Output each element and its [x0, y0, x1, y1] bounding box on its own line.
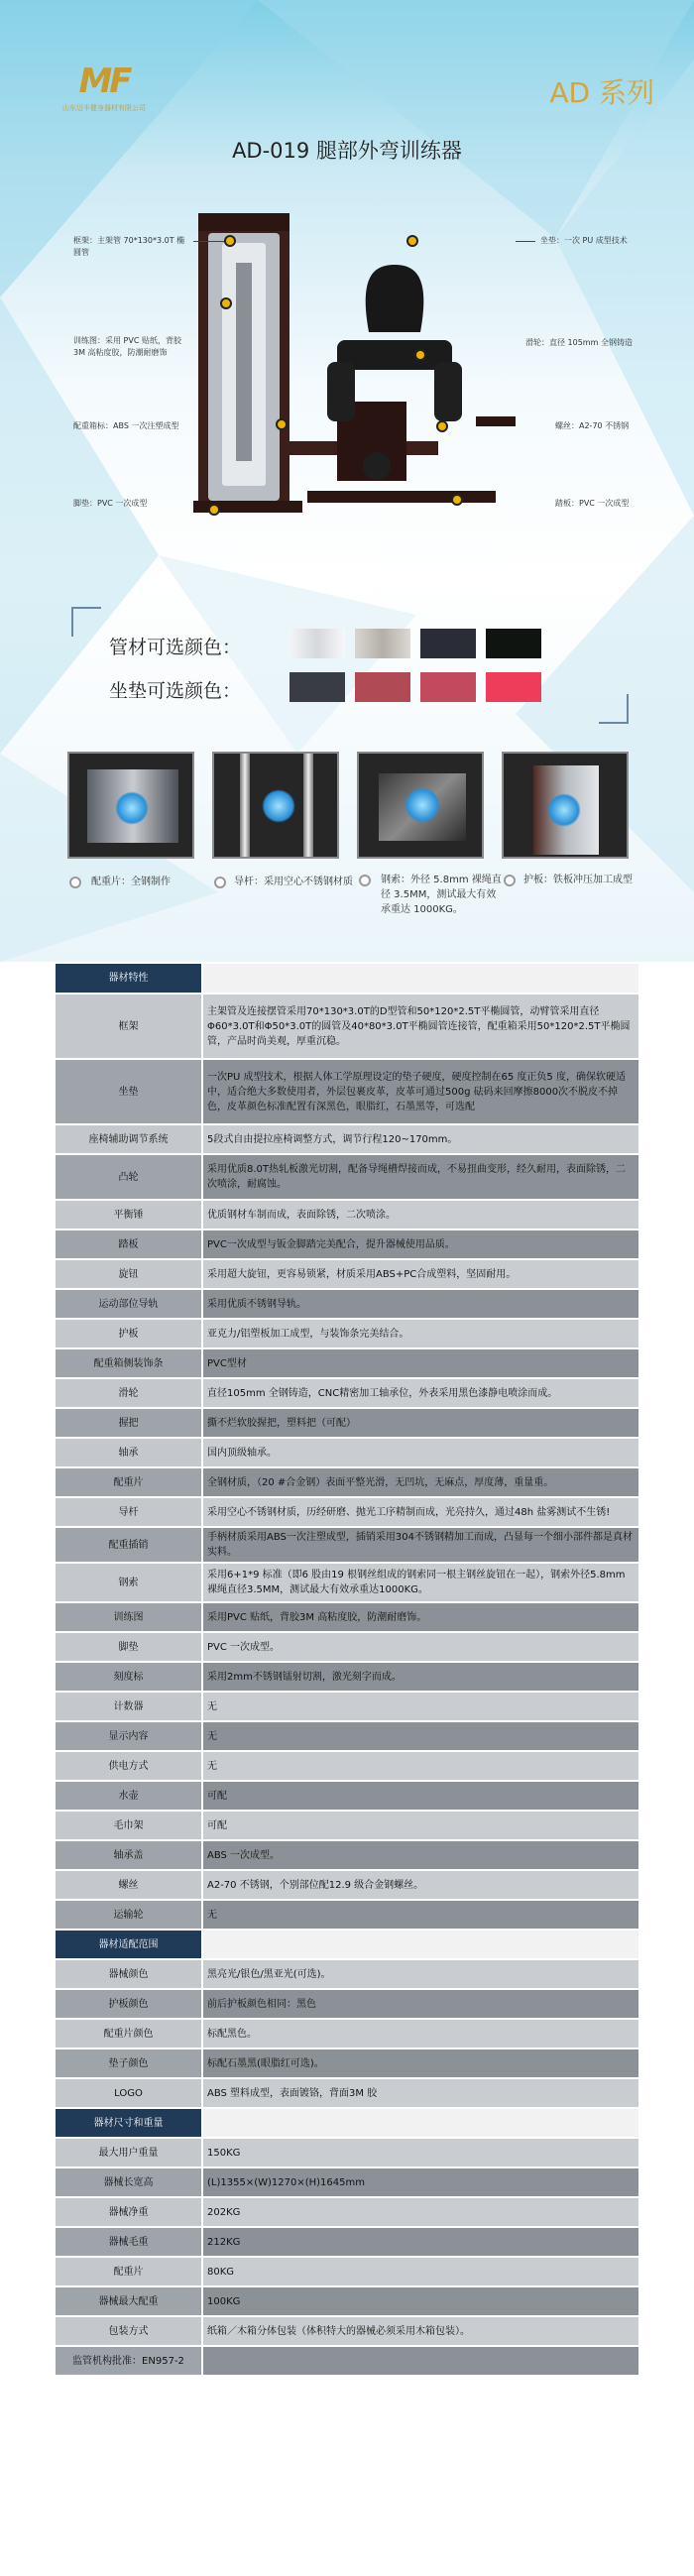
spec-label: 握把: [56, 1408, 202, 1438]
spec-row: [56, 1692, 638, 1721]
hero-section: [0, 0, 694, 962]
spec-row: [56, 1348, 638, 1378]
spec-label: 运动部位导轨: [56, 1289, 202, 1319]
detail-label-cable: 钢索：外径 5.8mm 裸绳直径 3.5MM，测试最大有效承重达 1000KG。: [381, 875, 502, 915]
spec-label: 轴承盖: [56, 1840, 202, 1870]
spec-row: [56, 1989, 638, 2019]
spec-row: [56, 2346, 638, 2376]
seat-color-label: 坐垫可选颜色：: [109, 680, 242, 702]
spec-label: 座椅辅助调节系统: [56, 1124, 202, 1154]
spec-row: [56, 1319, 638, 1348]
spec-value: 直径105mm 全钢铸造，CNC精密加工轴承位，外表采用黑色漆静电喷涂而成。: [202, 1378, 638, 1408]
spec-value: 无: [202, 1900, 638, 1930]
spec-section-header: [56, 2108, 638, 2138]
callout-pedal: 踏板：PVC 一次成型: [555, 499, 630, 508]
spec-label: 供电方式: [56, 1751, 202, 1781]
spec-value: 采用6+1*9 标准（即6 股由19 根钢丝组成的钢索同一根主钢丝旋钮在一起），钢索外径5.8mm 裸绳直径3.5MM，测试最大有效承重达1000KG。: [202, 1563, 638, 1602]
spec-value: PVC一次成型与钣金脚踏完美配合，提升器械使用品质。: [202, 1229, 638, 1259]
spec-label: 计数器: [56, 1692, 202, 1721]
spec-value: 采用空心不锈钢材质，历经研磨、抛光工序精制而成，光亮持久，通过48h 盐雾测试不生锈!: [202, 1497, 638, 1527]
spec-value: 优质钢材车制而成，表面除锈，二次喷涂。: [202, 1200, 638, 1229]
spec-value: 亚克力/铝塑板加工成型，与装饰条完美结合。: [202, 1319, 638, 1348]
spec-label: 显示内容: [56, 1721, 202, 1751]
spec-value: 黑亮光/银色/黑亚光(可选)。: [202, 1959, 638, 1989]
spec-row: [56, 2257, 638, 2286]
spec-row: [56, 1289, 638, 1319]
spec-label: 器材特性: [56, 964, 202, 994]
tube-color-swatch[interactable]: [420, 629, 476, 658]
callout-pulley: 滑轮：直径 105mm 全钢铸造: [525, 338, 633, 347]
spec-label: 器械长宽高: [56, 2167, 202, 2197]
spec-row: [56, 1781, 638, 1811]
spec-value: 无: [202, 1721, 638, 1751]
spec-row: [56, 2049, 638, 2078]
callout-weight-stack-label: 配重箱标：ABS 一次注塑成型: [73, 421, 179, 430]
spec-row: [56, 2167, 638, 2197]
spec-row: [56, 1438, 638, 1467]
spec-row: [56, 2197, 638, 2227]
spec-row: [56, 1059, 638, 1124]
callout-dot: [414, 349, 426, 361]
product-title: AD-019 腿部外弯训练器: [232, 139, 462, 163]
spec-value: 150KG: [202, 2138, 638, 2167]
spec-value: 纸箱／木箱分体包装（体积特大的器械必须采用木箱包装）。: [202, 2316, 638, 2346]
spec-value: A2-70 不锈钢，个别部位配12.9 级合金钢螺丝。: [202, 1870, 638, 1900]
spec-table: [56, 964, 638, 2377]
spec-label: 配重箱侧装饰条: [56, 1348, 202, 1378]
callout-frame: 框架：主架管 70*130*3.0T 椭圆管: [73, 236, 185, 257]
spec-label: 器械净重: [56, 2197, 202, 2227]
spec-label: 滑轮: [56, 1378, 202, 1408]
spec-label: 器械最大配重: [56, 2286, 202, 2316]
seat-color-swatch[interactable]: [289, 672, 345, 702]
spec-value: 100KG: [202, 2286, 638, 2316]
spec-row: [56, 2019, 638, 2049]
tube-color-label: 管材可选颜色：: [109, 637, 242, 658]
spec-value: 采用PVC 贴纸，背胶3M 高粘度胶，防潮耐磨饰。: [202, 1602, 638, 1632]
callout-dot: [406, 235, 418, 247]
spec-row: [56, 1959, 638, 1989]
spec-row: [56, 1662, 638, 1692]
spec-value: 一次PU 成型技术，根据人体工学原理设定的垫子硬度，硬度控制在65 度正负5 度，确保软硬适中，适合绝大多数使用者，外层包裹皮革，皮革可通过500g 砝码来回摩擦8000次不脱皮不掉色，皮革颜色标准配置有深黑色，眼脂红，石墨黑等，可选配: [202, 1059, 638, 1124]
spec-value: 标配石墨黑(眼脂红可选)。: [202, 2049, 638, 2078]
spec-row: [56, 2078, 638, 2108]
spec-row: [56, 1632, 638, 1662]
spec-value: ABS 一次成型。: [202, 1840, 638, 1870]
spec-label: 旋钮: [56, 1259, 202, 1289]
callout-seat: 坐垫：一次 PU 成型技术: [540, 236, 628, 245]
spec-value: 无: [202, 1692, 638, 1721]
spec-row: [56, 2286, 638, 2316]
seat-color-swatch[interactable]: [486, 672, 541, 702]
series-title: AD 系列: [549, 76, 654, 109]
spec-value: 5段式自由提拉座椅调整方式，调节行程120~170mm。: [202, 1124, 638, 1154]
spec-label: 脚垫: [56, 1632, 202, 1662]
spec-label: 框架: [56, 994, 202, 1059]
spec-row: [56, 1811, 638, 1840]
spec-label: LOGO: [56, 2078, 202, 2108]
spec-label: 水壶: [56, 1781, 202, 1811]
spec-label: 凸轮: [56, 1154, 202, 1200]
spec-label: 监管机构批准：EN957-2: [56, 2346, 202, 2376]
spec-row: [56, 1408, 638, 1438]
spec-label: 坐垫: [56, 1059, 202, 1124]
spec-label: 导杆: [56, 1497, 202, 1527]
spec-label: 器材适配范围: [56, 1930, 202, 1959]
spec-value: 采用2mm不锈钢镭射切割，激光刻字而成。: [202, 1662, 638, 1692]
spec-label: 包装方式: [56, 2316, 202, 2346]
spec-value: [202, 964, 638, 994]
tube-color-swatch[interactable]: [355, 629, 410, 658]
spec-label: 刻度标: [56, 1662, 202, 1692]
spec-label: 配重插销: [56, 1527, 202, 1563]
spec-section-header: [56, 964, 638, 994]
spec-value: [202, 2346, 638, 2376]
spec-row: [56, 1751, 638, 1781]
spec-label: 垫子颜色: [56, 2049, 202, 2078]
spec-row: [56, 1721, 638, 1751]
callout-dot: [220, 297, 232, 309]
spec-row: [56, 1124, 638, 1154]
spec-value: (L)1355×(W)1270×(H)1645mm: [202, 2167, 638, 2197]
spec-row: [56, 1870, 638, 1900]
seat-color-swatch[interactable]: [420, 672, 476, 702]
spec-value: 全钢材质，（20 #合金钢）表面平整光滑，无凹坑，无麻点，厚度薄，重量重。: [202, 1467, 638, 1497]
detail-marker-icon: [359, 875, 371, 886]
machine-illustration: [188, 203, 525, 530]
spec-value: 可配: [202, 1781, 638, 1811]
spec-value: [202, 1930, 638, 1959]
spec-value: 主架管及连接摆管采用70*130*3.0T的D型管和50*120*2.5T平椭圆管，动臂管采用直径Φ60*3.0T和Φ50*3.0T的圆管及40*80*3.0T平椭圆管连接管，配重箱采用50*120*2.5T平椭圆管，产品时尚美观，厚重沉稳。: [202, 994, 638, 1059]
detail-photo-weight-plate: [67, 752, 194, 859]
callout-dot: [451, 494, 463, 506]
spec-label: 运输轮: [56, 1900, 202, 1930]
detail-photo-guide-rod: [212, 752, 339, 859]
spec-label: 配重片: [56, 1467, 202, 1497]
tube-color-swatch[interactable]: [486, 629, 541, 658]
spec-value: 前后护板颜色相同：黑色: [202, 1989, 638, 2019]
callout-dot: [436, 420, 448, 432]
spec-row: [56, 1378, 638, 1408]
spec-value: 212KG: [202, 2227, 638, 2257]
bracket-corner: [71, 607, 101, 637]
spec-label: 护板: [56, 1319, 202, 1348]
spec-value: PVC型材: [202, 1348, 638, 1378]
spec-value: 标配黑色。: [202, 2019, 638, 2049]
spec-value: 采用超大旋钮，更容易锁紧，材质采用ABS+PC合成塑料，坚固耐用。: [202, 1259, 638, 1289]
spec-row: [56, 1840, 638, 1870]
spec-row: [56, 1200, 638, 1229]
spec-row: [56, 1467, 638, 1497]
callout-dot: [224, 235, 236, 247]
logo-mark: MF: [78, 61, 130, 101]
callout-foot-pad: 脚垫：PVC 一次成型: [73, 499, 148, 508]
spec-label: 配重片颜色: [56, 2019, 202, 2049]
spec-label: 器械颜色: [56, 1959, 202, 1989]
spec-label: 最大用户重量: [56, 2138, 202, 2167]
seat-color-swatch[interactable]: [355, 672, 410, 702]
spec-value: 80KG: [202, 2257, 638, 2286]
spec-value: 采用优质不锈钢导轨。: [202, 1289, 638, 1319]
spec-label: 器材尺寸和重量: [56, 2108, 202, 2138]
spec-row: [56, 1563, 638, 1602]
callout-screw: 螺丝：A2-70 不锈钢: [555, 421, 630, 430]
detail-photo-guard: [502, 752, 629, 859]
detail-label-guide-rod: 导杆：采用空心不锈钢材质: [234, 877, 353, 887]
detail-label-weight-plate: 配重片：全钢制作: [91, 877, 171, 887]
spec-value: 采用优质8.0T热轧板激光切割，配备导绳槽焊接而成，不易扭曲变形，经久耐用，表面除锈，二次喷涂，耐腐蚀。: [202, 1154, 638, 1200]
spec-value: 国内顶级轴承。: [202, 1438, 638, 1467]
callout-dot: [276, 418, 288, 430]
spec-label: 配重片: [56, 2257, 202, 2286]
brand-logo: [59, 61, 149, 113]
spec-row: [56, 1900, 638, 1930]
spec-value: 无: [202, 1751, 638, 1781]
spec-label: 轴承: [56, 1438, 202, 1467]
spec-value: PVC 一次成型。: [202, 1632, 638, 1662]
detail-marker-icon: [214, 877, 226, 888]
callout-line: [193, 241, 226, 242]
spec-row: [56, 2316, 638, 2346]
detail-marker-icon: [69, 877, 81, 888]
spec-label: 毛巾架: [56, 1811, 202, 1840]
spec-label: 护板颜色: [56, 1989, 202, 2019]
spec-row: [56, 2138, 638, 2167]
spec-row: [56, 1497, 638, 1527]
spec-value: 可配: [202, 1811, 638, 1840]
callout-dot: [208, 504, 220, 516]
spec-row: [56, 2227, 638, 2257]
detail-photo-cable: [357, 752, 484, 859]
callout-line: [516, 241, 535, 242]
spec-value: 手柄材质采用ABS一次注塑成型，插销采用304不锈钢精加工而成，凸显每一个细小部件都是真材实料。: [202, 1527, 638, 1563]
spec-label: 螺丝: [56, 1870, 202, 1900]
spec-label: 平衡锤: [56, 1200, 202, 1229]
spec-value: 202KG: [202, 2197, 638, 2227]
spec-label: 训练图: [56, 1602, 202, 1632]
spec-value: ABS 塑料成型，表面镀铬，背面3M 胶: [202, 2078, 638, 2108]
spec-row: [56, 1527, 638, 1563]
spec-row: [56, 994, 638, 1059]
spec-label: 踏板: [56, 1229, 202, 1259]
spec-label: 钢索: [56, 1563, 202, 1602]
spec-label: 器械毛重: [56, 2227, 202, 2257]
tube-color-swatch[interactable]: [289, 629, 345, 658]
detail-label-guard: 护板：铁板冲压加工成型: [523, 875, 633, 885]
logo-company: 山东迈丰健身器材有限公司: [62, 104, 146, 112]
spec-row: [56, 1259, 638, 1289]
spec-row: [56, 1229, 638, 1259]
detail-marker-icon: [504, 875, 516, 886]
spec-row: [56, 1602, 638, 1632]
spec-value: [202, 2108, 638, 2138]
spec-row: [56, 1154, 638, 1200]
bracket-corner: [599, 694, 629, 724]
spec-section-header: [56, 1930, 638, 1959]
callout-training-chart: 训练图：采用 PVC 贴纸，背胶 3M 高粘度胶，防潮耐磨饰: [73, 336, 181, 357]
spec-value: 撕不烂软胶握把，塑料把（可配）: [202, 1408, 638, 1438]
